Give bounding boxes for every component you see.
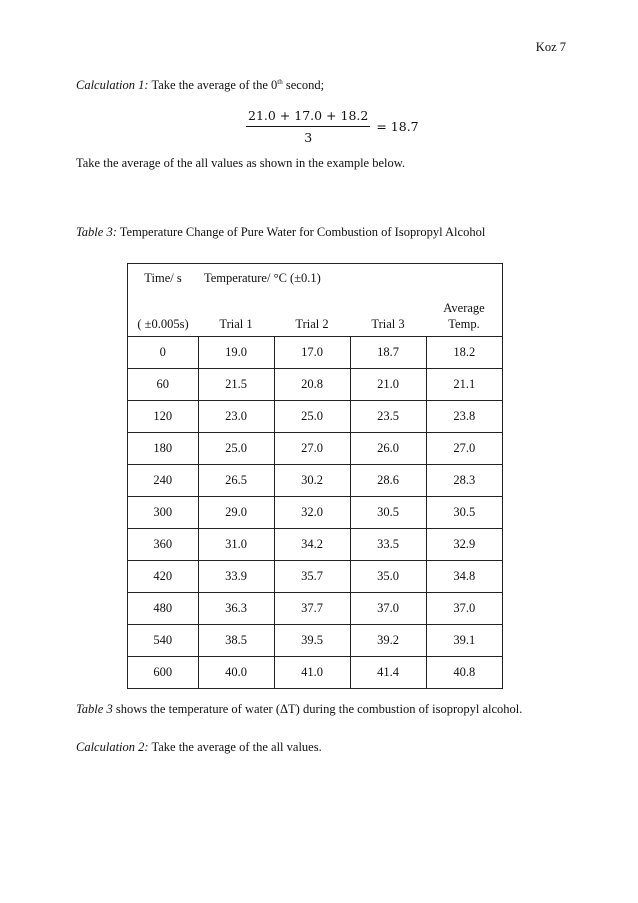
time-cell: 120 [128, 401, 199, 433]
calculation-1-line [76, 78, 324, 93]
table-description-label: Table 3 [76, 702, 113, 716]
time-cell: 480 [128, 593, 199, 625]
trial-3-cell: 35.0 [350, 561, 426, 593]
trial-3-cell: 21.0 [350, 369, 426, 401]
time-cell: 60 [128, 369, 199, 401]
time-header: Time/ s [128, 264, 199, 293]
average-cell: 28.3 [426, 465, 503, 497]
trial-2-cell: 25.0 [274, 401, 350, 433]
trial-2-header: Trial 2 [295, 317, 329, 331]
average-temp-header [426, 292, 503, 337]
trial-2-cell: 17.0 [274, 337, 350, 369]
table-description-text: shows the temperature of water (ΔT) during the combustion of isopropyl alcohol. [112, 702, 523, 716]
page-number: Koz 7 [535, 40, 566, 54]
trial-2-cell: 34.2 [274, 529, 350, 561]
table-row [128, 625, 503, 657]
table-caption [76, 225, 485, 240]
table-header-row [128, 264, 503, 293]
time-cell: 600 [128, 657, 199, 689]
trial-2-cell: 35.7 [274, 561, 350, 593]
time-cell: 540 [128, 625, 199, 657]
average-header-line2: Temp. [448, 317, 480, 331]
average-cell: 30.5 [426, 497, 503, 529]
table-row [128, 337, 503, 369]
table-row [128, 369, 503, 401]
trial-1-header: Trial 1 [219, 317, 253, 331]
calculation-2-label: Calculation 2: [76, 740, 149, 754]
trial-2-cell: 20.8 [274, 369, 350, 401]
trial-3-cell: 33.5 [350, 529, 426, 561]
equation-fraction [246, 108, 370, 145]
calculation-1-label: Calculation 1: [76, 78, 149, 92]
average-cell: 40.8 [426, 657, 503, 689]
table-description [76, 702, 522, 717]
trial-3-cell: 26.0 [350, 433, 426, 465]
trial-1-cell: 40.0 [198, 657, 274, 689]
average-cell: 27.0 [426, 433, 503, 465]
average-cell: 34.8 [426, 561, 503, 593]
equation-numerator: 21.0 + 17.0 + 18.2 [246, 108, 370, 127]
instruction-text: Take the average of the all values as shown in the example below. [76, 156, 406, 170]
table-caption-text: Temperature Change of Pure Water for Combustion of Isopropyl Alcohol [116, 225, 486, 239]
time-cell: 420 [128, 561, 199, 593]
trial-3-cell: 28.6 [350, 465, 426, 497]
table-row [128, 401, 503, 433]
temperature-header: Temperature/ °C (±0.1) [198, 264, 503, 293]
table-row [128, 561, 503, 593]
equation-result: = 18.7 [376, 119, 419, 134]
table-row [128, 465, 503, 497]
calculation-1-text-end: second; [282, 78, 325, 92]
trial-1-cell: 33.9 [198, 561, 274, 593]
trial-2-cell: 27.0 [274, 433, 350, 465]
average-equation [246, 108, 419, 145]
calculation-2-line [76, 740, 322, 755]
time-cell: 0 [128, 337, 199, 369]
trial-2-cell: 37.7 [274, 593, 350, 625]
table-row [128, 433, 503, 465]
trial-3-header: Trial 3 [371, 317, 405, 331]
table-subheader-row [128, 292, 503, 337]
trial-3-cell: 37.0 [350, 593, 426, 625]
temperature-table [127, 263, 503, 689]
time-cell: 360 [128, 529, 199, 561]
trial-2-cell: 30.2 [274, 465, 350, 497]
trial-1-cell: 25.0 [198, 433, 274, 465]
average-cell: 18.2 [426, 337, 503, 369]
table-row [128, 593, 503, 625]
average-header-line1: Average [443, 301, 485, 315]
trial-1-cell: 31.0 [198, 529, 274, 561]
trial-3-cell: 30.5 [350, 497, 426, 529]
average-cell: 37.0 [426, 593, 503, 625]
trial-1-cell: 29.0 [198, 497, 274, 529]
table-row [128, 657, 503, 689]
trial-1-cell: 26.5 [198, 465, 274, 497]
trial-2-cell: 41.0 [274, 657, 350, 689]
calculation-2-text: Take the average of the all values. [148, 740, 322, 754]
trial-1-cell: 38.5 [198, 625, 274, 657]
time-uncertainty: ( ±0.005s) [128, 292, 199, 337]
ordinal-superscript: th [277, 77, 283, 86]
average-cell: 23.8 [426, 401, 503, 433]
trial-3-cell: 39.2 [350, 625, 426, 657]
trial-1-cell: 21.5 [198, 369, 274, 401]
trial-3-cell: 23.5 [350, 401, 426, 433]
equation-denominator: 3 [304, 130, 313, 145]
table-row [128, 497, 503, 529]
time-cell: 180 [128, 433, 199, 465]
time-cell: 240 [128, 465, 199, 497]
average-cell: 39.1 [426, 625, 503, 657]
trial-1-cell: 19.0 [198, 337, 274, 369]
trial-3-cell: 41.4 [350, 657, 426, 689]
time-cell: 300 [128, 497, 199, 529]
trial-1-cell: 36.3 [198, 593, 274, 625]
calculation-1-text: Take the average of the 0 [148, 78, 278, 92]
average-cell: 21.1 [426, 369, 503, 401]
trial-2-cell: 32.0 [274, 497, 350, 529]
average-cell: 32.9 [426, 529, 503, 561]
table-row [128, 529, 503, 561]
table-caption-label: Table 3: [76, 225, 117, 239]
trial-2-cell: 39.5 [274, 625, 350, 657]
trial-3-cell: 18.7 [350, 337, 426, 369]
trial-1-cell: 23.0 [198, 401, 274, 433]
